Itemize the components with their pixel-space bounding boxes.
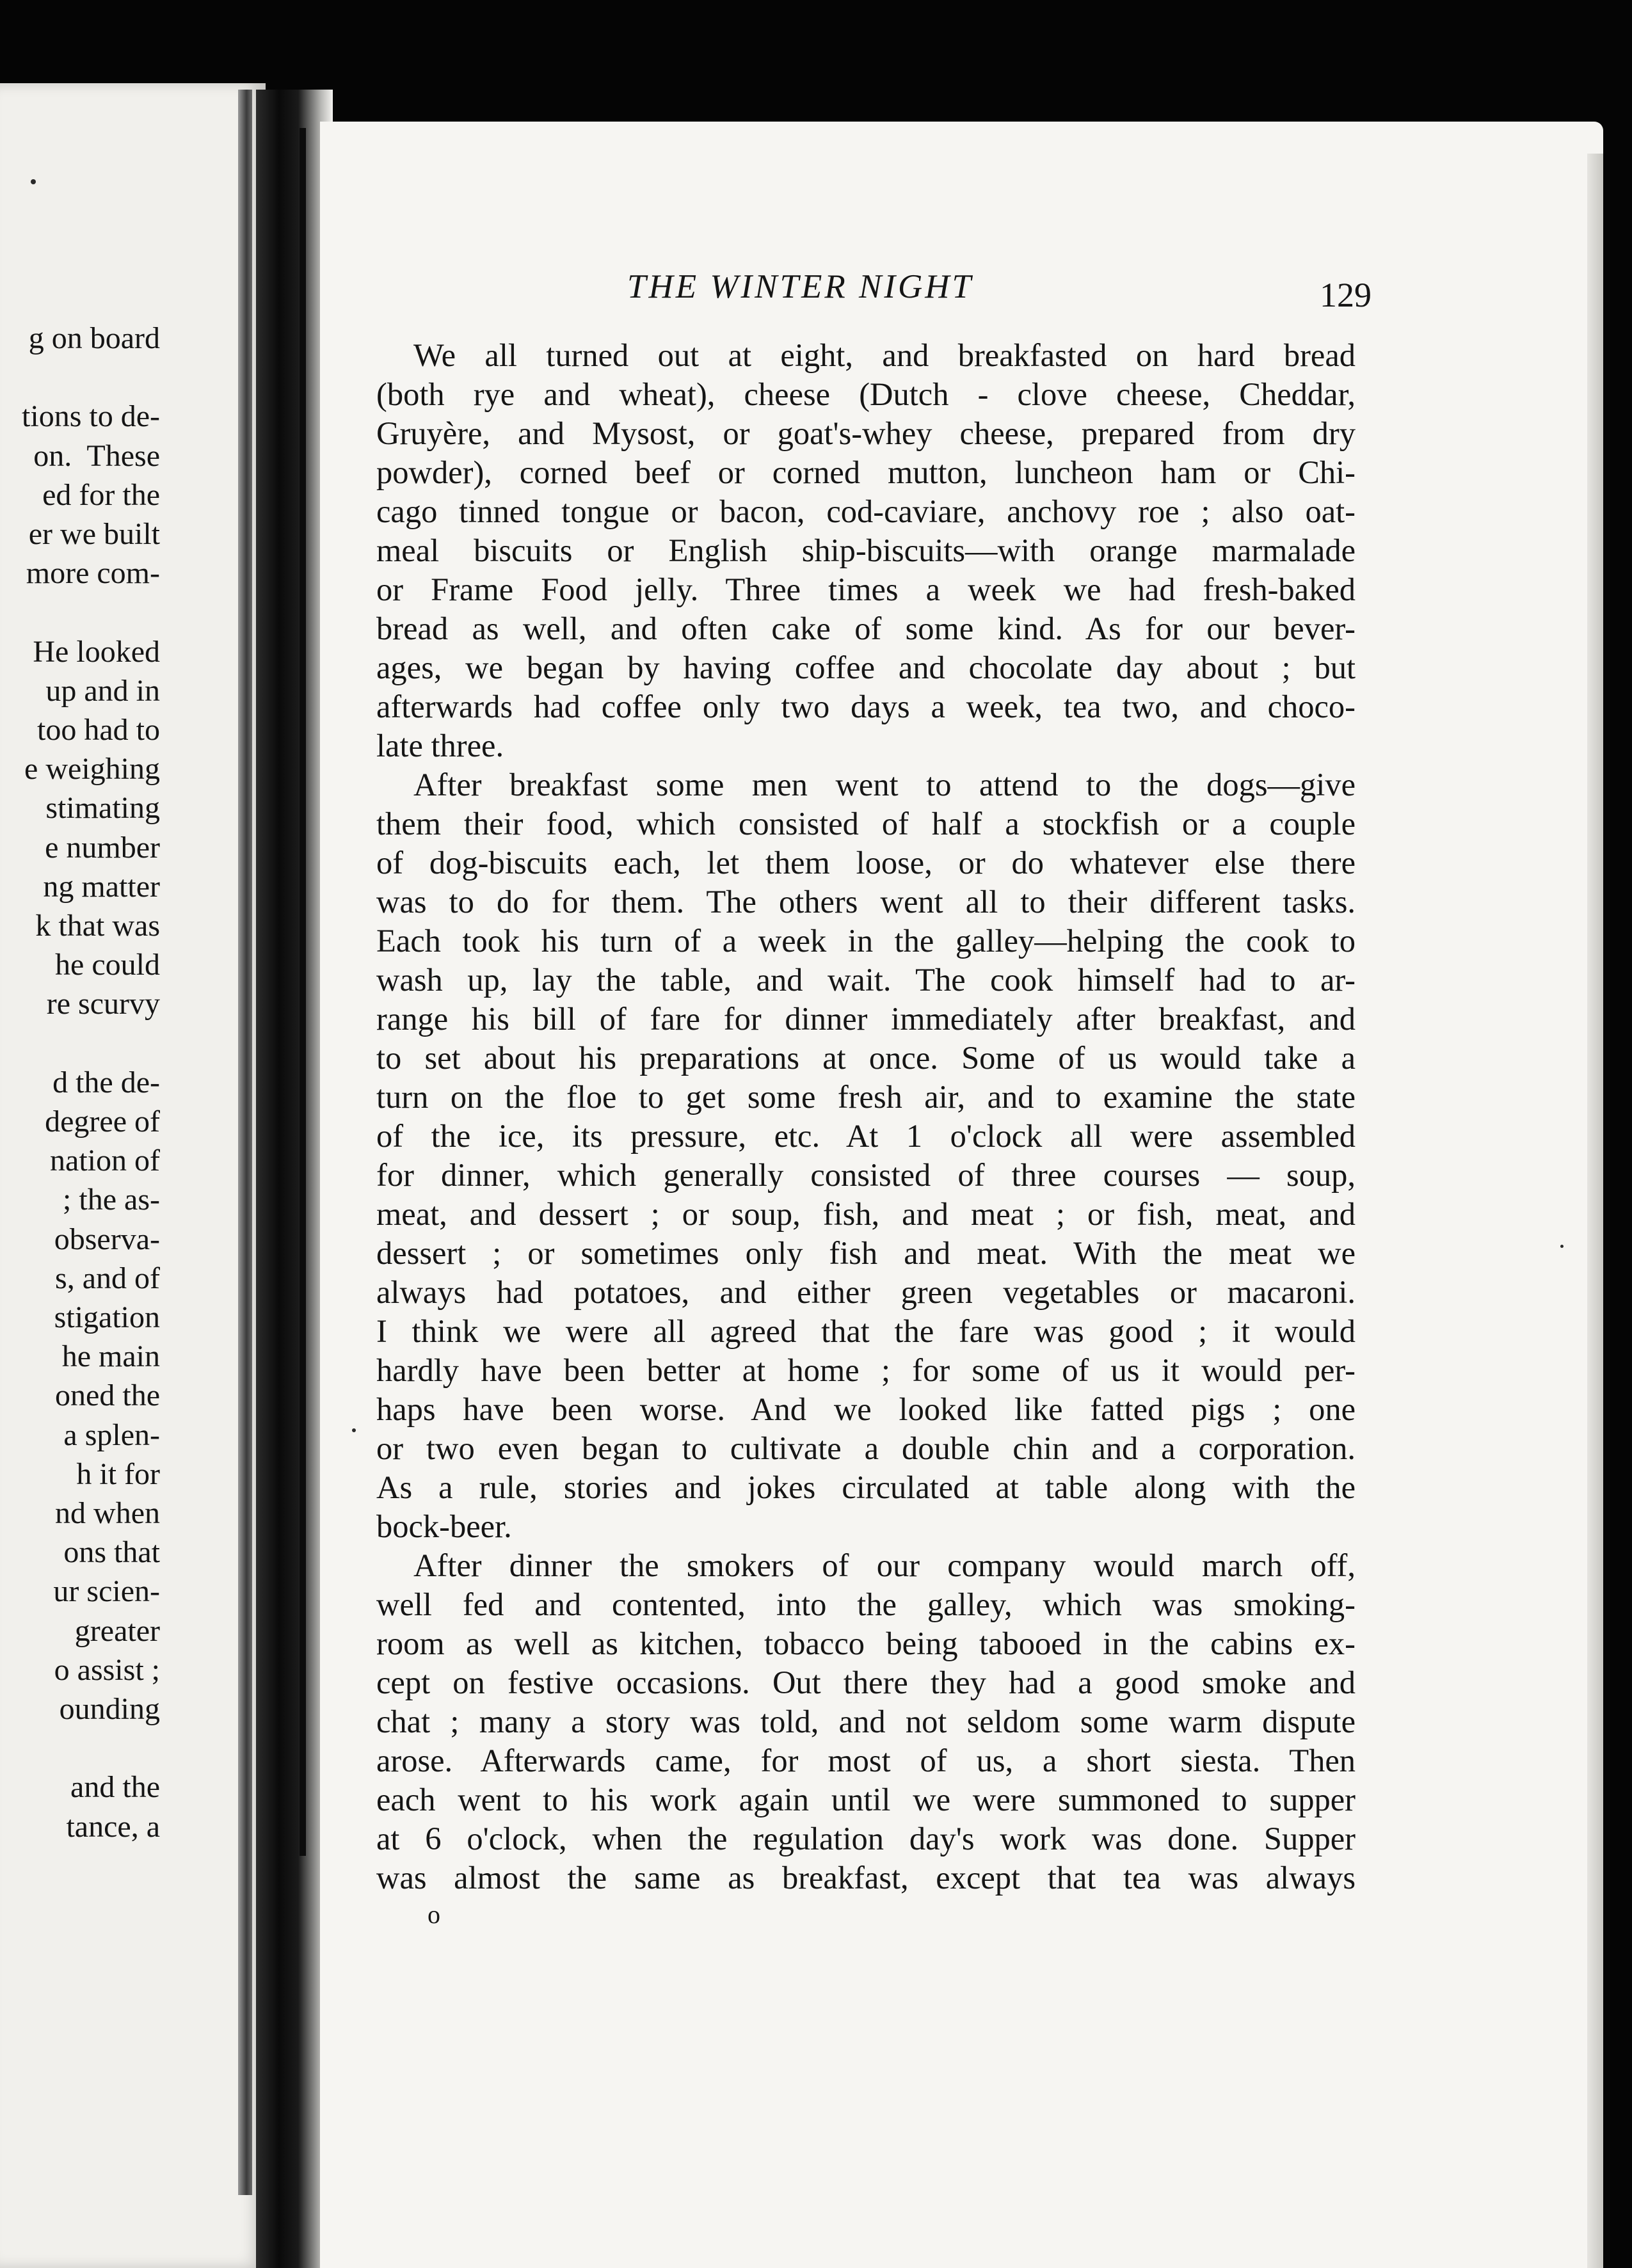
- text-line: bread as well, and often cake of some kind. As for our bever-: [376, 611, 1356, 646]
- text-line: was to do for them. The others went all to their different tasks.: [376, 884, 1356, 920]
- left-page-text-fragment: more com-: [18, 556, 160, 591]
- text-line: cept on festive occasions. Out there they had a good smoke and: [376, 1665, 1356, 1700]
- text-line: them their food, which consisted of half a stockfish or a couple: [376, 806, 1356, 842]
- text-line: (both rye and wheat), cheese (Dutch - clove cheese, Cheddar,: [376, 376, 1356, 412]
- running-head: THE WINTER NIGHT: [627, 268, 974, 305]
- left-page-text-fragment: on. These: [33, 438, 160, 473]
- left-page-text-fragment: stigation: [54, 1300, 160, 1334]
- left-page-text-fragment: ng matter: [43, 869, 160, 904]
- text-line: for dinner, which generally consisted of three courses — soup,: [376, 1157, 1356, 1193]
- text-line: always had potatoes, and either green vegetables or macaroni.: [376, 1274, 1356, 1310]
- text-line: or two even began to cultivate a double chin and a corporation.: [376, 1430, 1356, 1466]
- left-page-text-fragment: ons that: [63, 1535, 160, 1570]
- left-page-text-fragment: greater: [67, 1613, 160, 1648]
- left-page-text-fragment: er we built: [28, 517, 160, 551]
- body-text: [376, 336, 1356, 1897]
- left-page-text-fragment: e number: [45, 830, 160, 865]
- left-page-text-fragment: h it for: [76, 1457, 160, 1491]
- left-page-text-fragment: a splen-: [56, 1418, 160, 1452]
- left-page-text-fragment: ; the as-: [63, 1183, 160, 1217]
- left-page-text-fragment: re scurvy: [46, 987, 160, 1021]
- text-line: late three.: [376, 728, 504, 763]
- text-line: turn on the floe to get some fresh air, and to examine the state: [376, 1079, 1356, 1115]
- text-line: was almost the same as breakfast, except that tea was always: [376, 1860, 1356, 1896]
- dust-speck: [352, 1428, 356, 1432]
- text-line: at 6 o'clock, when the regulation day's work was done. Supper: [376, 1821, 1356, 1857]
- text-line: range his bill of fare for dinner immediately after breakfast, and: [376, 1001, 1356, 1037]
- left-page-text-fragment: he could: [47, 948, 160, 982]
- left-page-text-fragment: degree of: [45, 1105, 160, 1138]
- text-line: haps have been worse. And we looked like fatted pigs ; one: [376, 1391, 1356, 1427]
- left-page-text-fragment: nation of: [50, 1144, 160, 1178]
- dust-speck: [1560, 1245, 1564, 1248]
- text-line: of the ice, its pressure, etc. At 1 o'clock all were assembled: [376, 1118, 1356, 1154]
- left-page-text-fragment: oned the: [55, 1378, 160, 1413]
- left-page-text-fragment: ounding: [59, 1692, 160, 1726]
- page-edge-shadow: [238, 90, 252, 2195]
- text-line: each went to his work again until we were summoned to supper: [376, 1782, 1356, 1817]
- dust-speck: [31, 179, 36, 184]
- left-page-text-fragment: nd when: [55, 1496, 160, 1530]
- text-line: to set about his preparations at once. Some of us would take a: [376, 1040, 1356, 1076]
- text-line: ages, we began by having coffee and chocolate day about ; but: [376, 650, 1356, 685]
- left-page-text-fragment: he main: [61, 1339, 160, 1374]
- text-line: powder), corned beef or corned mutton, luncheon ham or Chi-: [376, 454, 1356, 490]
- text-line: room as well as kitchen, tobacco being tabooed in the cabins ex-: [376, 1625, 1356, 1661]
- left-page-text-fragment: stimating: [45, 791, 160, 826]
- text-line: well fed and contented, into the galley, which was smoking-: [376, 1586, 1356, 1622]
- text-line: dessert ; or sometimes only fish and meat. With the meat we: [376, 1235, 1356, 1271]
- left-page-text-fragment: and the: [70, 1770, 160, 1805]
- text-line: After dinner the smokers of our company would march off,: [413, 1547, 1356, 1583]
- left-page-text-fragment: s, and of: [55, 1261, 160, 1295]
- left-page-text-fragment: tance, a: [66, 1809, 160, 1844]
- text-line: of dog-biscuits each, let them loose, or do whatever else there: [376, 845, 1356, 881]
- text-line: cago tinned tongue or bacon, cod-caviare, anchovy roe ; also oat-: [376, 493, 1356, 529]
- text-line: wash up, lay the table, and wait. The cook himself had to ar-: [376, 962, 1356, 998]
- left-page-text-fragment: k that was: [35, 909, 160, 943]
- left-page-text-fragment: He looked: [33, 634, 160, 669]
- text-line: Each took his turn of a week in the galley—helping the cook to: [376, 923, 1356, 959]
- text-line: afterwards had coffee only two days a week, tea two, and choco-: [376, 689, 1356, 724]
- text-line: hardly have been better at home ; for some of us it would per-: [376, 1352, 1356, 1388]
- page-number: 129: [1320, 276, 1372, 314]
- binding-line: [300, 128, 306, 1856]
- left-page-text-fragment: e weighing: [24, 752, 160, 787]
- signature-mark: o: [428, 1900, 440, 1929]
- text-line: As a rule, stories and jokes circulated at table along with the: [376, 1469, 1356, 1505]
- previous-page-fragment: [0, 83, 266, 2268]
- left-page-text-fragment: observa-: [46, 1222, 160, 1256]
- text-line: chat ; many a story was told, and not seldom some warm dispute: [376, 1704, 1356, 1739]
- left-page-text-fragment: ur scien-: [53, 1574, 160, 1609]
- text-line: or Frame Food jelly. Three times a week we had fresh-baked: [376, 571, 1356, 607]
- left-page-text-fragment: up and in: [38, 673, 160, 708]
- text-line: We all turned out at eight, and breakfasted on hard bread: [413, 337, 1356, 373]
- text-line: Gruyère, and Mysost, or goat's-whey cheese, prepared from dry: [376, 415, 1356, 451]
- left-page-text-fragment: g on board: [28, 321, 160, 355]
- text-line: arose. Afterwards came, for most of us, a short siesta. Then: [376, 1743, 1356, 1778]
- left-page-text-fragment: d the de-: [52, 1065, 160, 1099]
- text-line: meat, and dessert ; or soup, fish, and meat ; or fish, meat, and: [376, 1196, 1356, 1232]
- text-line: After breakfast some men went to attend to the dogs—give: [413, 767, 1356, 803]
- left-page-text-fragment: tions to de-: [22, 399, 160, 434]
- text-line: meal biscuits or English ship-biscuits—with orange marmalade: [376, 532, 1356, 568]
- page-right-edge: [1587, 154, 1603, 2268]
- left-page-text-fragment: ed for the: [42, 477, 160, 512]
- left-page-text-fragment: o assist ;: [54, 1652, 160, 1687]
- left-page-text-fragment: too had to: [37, 713, 160, 747]
- text-line: I think we were all agreed that the fare was good ; it would: [376, 1313, 1356, 1349]
- text-line: bock-beer.: [376, 1508, 512, 1544]
